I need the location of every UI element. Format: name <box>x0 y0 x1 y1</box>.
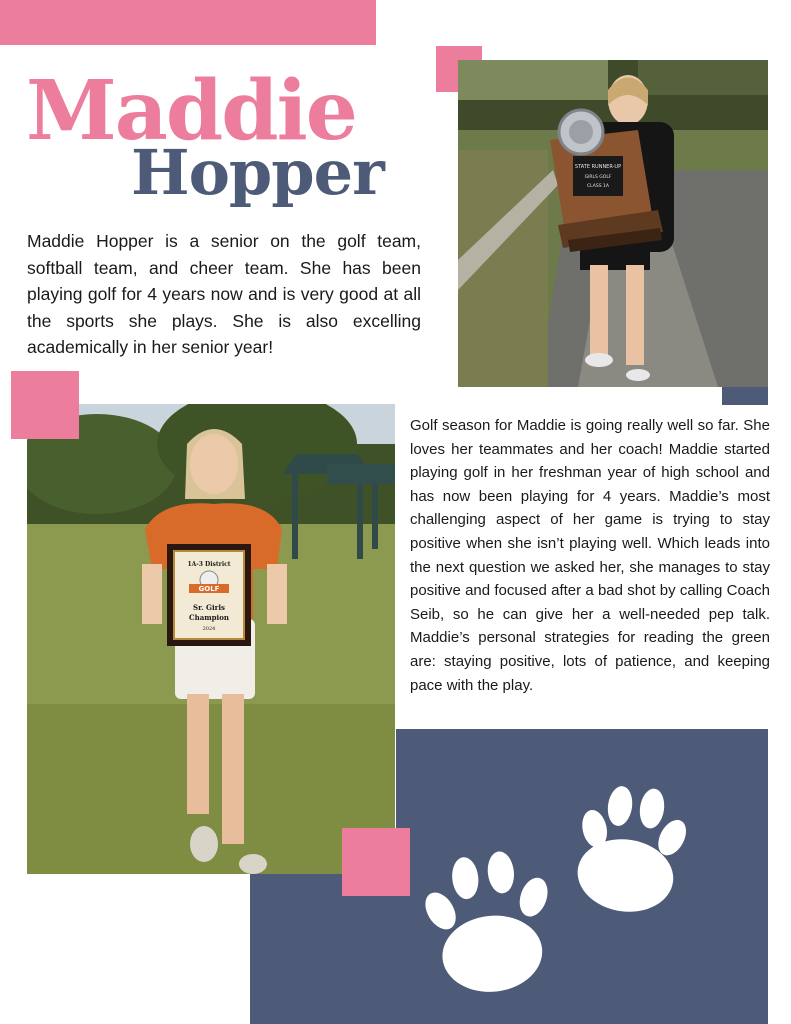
plaque-sr-girls: Sr. Girls <box>193 603 225 612</box>
accent-square-bottom <box>342 828 410 896</box>
intro-paragraph: Maddie Hopper is a senior on the golf team, softball team, and cheer team. She has been playing golf for 4 years now and is very good at all the sports she plays. She is also excelling academically in her senior year! <box>27 231 421 357</box>
title-first-name: Maddie <box>26 63 356 159</box>
trophy-plate-class: CLASS 1A <box>587 184 609 189</box>
plaque-champion: Champion <box>189 613 229 622</box>
paw-prints <box>420 780 750 1010</box>
plaque-year: 2024 <box>202 626 216 632</box>
paw-print-icon <box>566 780 696 919</box>
plaque-logo-text: GOLF <box>198 585 220 593</box>
title-last-name: Hopper <box>131 136 384 209</box>
trophy-plate-text: STATE RUNNER-UP <box>574 164 622 170</box>
golf-season-paragraph: Golf season for Maddie is going really well so far. She loves her teammates and her coach! Maddie started playing golf in her freshman year of high school and has now been playing for 4 years. Maddie’s most challenging aspect of her game is trying to stay positive when she isn’t playing well. Which leads into the next question we asked her, she manages to stay positive and focused after a bad shot by calling Coach Seib, so he can give her a well-needed pep talk. Maddie’s personal strategies for reading the green are: staying positive, lots of patience, and keeping pace with the play. <box>410 417 770 694</box>
navy-panel-bottom <box>250 874 396 1024</box>
paw-print-icon <box>420 846 563 998</box>
accent-square-left <box>11 371 79 439</box>
photo-plaque <box>27 404 395 874</box>
photo-trophy <box>458 60 768 387</box>
plaque-district: 1A-3 District <box>187 561 231 568</box>
trophy-plate-sub: GIRLS GOLF <box>584 175 612 180</box>
top-accent-bar <box>0 0 376 45</box>
